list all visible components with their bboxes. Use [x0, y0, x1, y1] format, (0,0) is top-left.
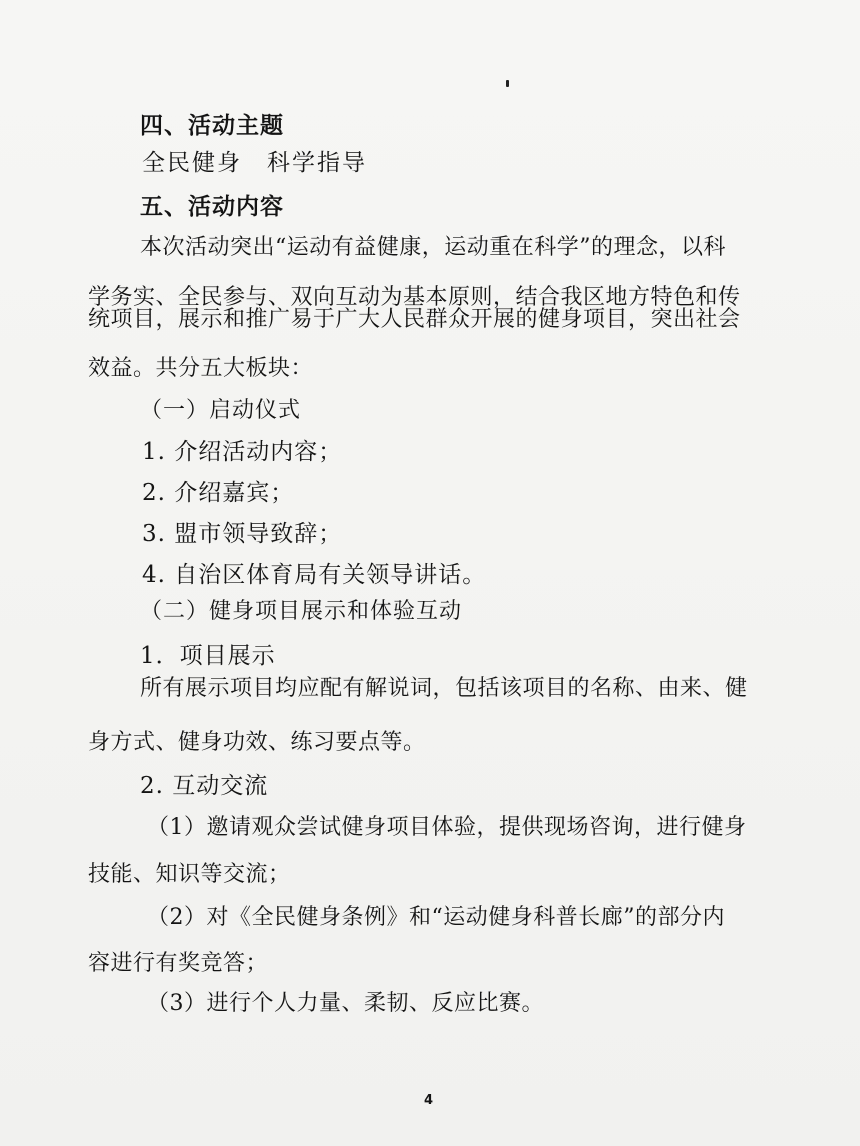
- part-1-item-2: 2. 介绍嘉宾；: [142, 480, 295, 506]
- part-1-title: （一）启动仪式: [140, 398, 302, 423]
- item-show-text-line-2: 身方式、健身功效、练习要点等。: [88, 730, 426, 755]
- section-5-paragraph-line-3: 统项目，展示和推广易于广大人民群众开展的健身项目，突出社会: [88, 307, 741, 332]
- interact-1-line-1: （1）邀请观众尝试健身项目体验，提供现场咨询，进行健身: [147, 815, 747, 840]
- part-2-title: （二）健身项目展示和体验互动: [140, 599, 463, 624]
- interact-2-line-1: （2）对《全民健身条例》和“运动健身科普长廊”的部分内: [147, 905, 725, 930]
- section-5-paragraph-line-1: 本次活动突出“运动有益健康，运动重在科学”的理念，以科: [140, 235, 726, 260]
- interact-1-line-2: 技能、知识等交流；: [88, 862, 291, 887]
- section-4-title: 四、活动主题: [140, 113, 284, 139]
- part-1-item-1: 1. 介绍活动内容；: [142, 439, 343, 465]
- part-1-item-3: 3. 盟市领导致辞；: [142, 521, 343, 547]
- section-4-text: 全民健身 科学指导: [142, 150, 367, 176]
- page-number: 4: [424, 1093, 434, 1108]
- interact-2-line-2: 容进行有奖竞答；: [88, 951, 269, 976]
- section-5-paragraph-line-4: 效益。共分五大板块：: [88, 356, 314, 381]
- item-interact-title: 2. 互动交流: [140, 773, 269, 799]
- section-5-title: 五、活动内容: [140, 194, 284, 220]
- interact-3-line: （3）进行个人力量、柔韧、反应比赛。: [147, 991, 544, 1016]
- part-1-item-4: 4. 自治区体育局有关领导讲话。: [142, 562, 487, 588]
- item-show-text-line-1: 所有展示项目均应配有解说词，包括该项目的名称、由来、健: [140, 676, 748, 701]
- item-show-title: 1．项目展示: [140, 643, 276, 669]
- scan-speck: [506, 80, 509, 87]
- section-5-paragraph-line-2: 学务实、全民参与、双向互动为基本原则，结合我区地方特色和传: [88, 285, 741, 310]
